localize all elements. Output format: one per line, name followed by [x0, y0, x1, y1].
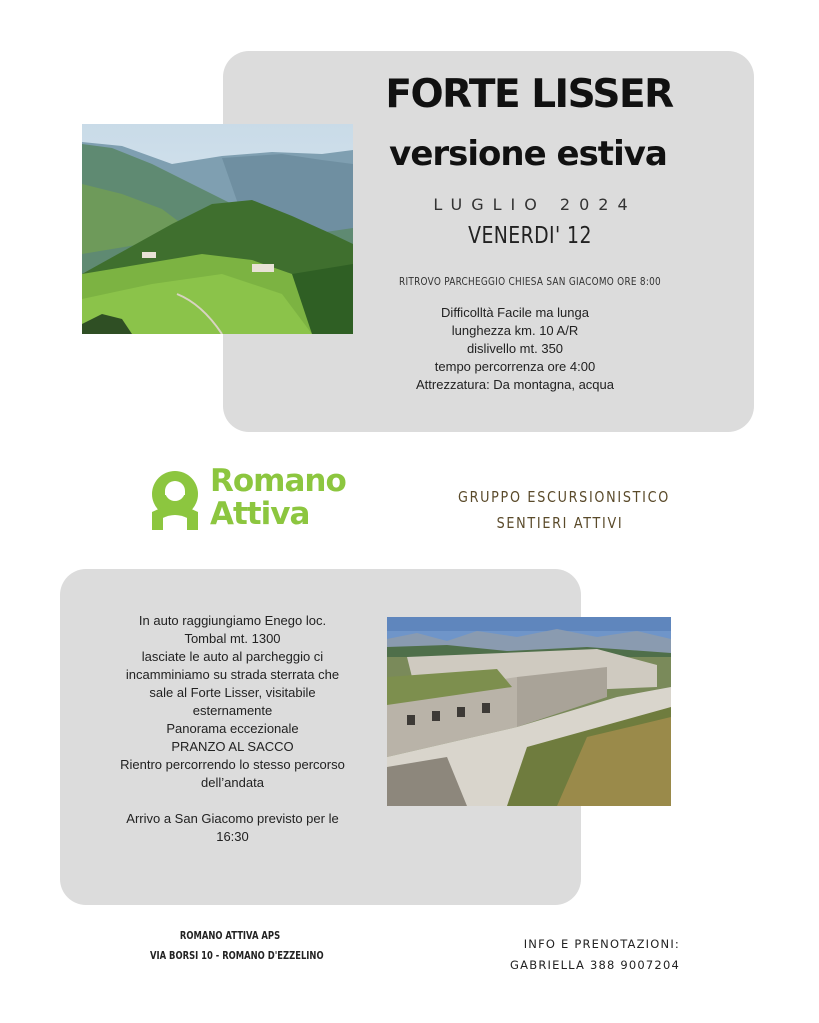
detail-duration: tempo percorrenza ore 4:00 [434, 359, 596, 374]
contact-phone[interactable]: GABRIELLA 388 9007204 [510, 958, 680, 972]
description-spacer [105, 792, 360, 810]
organization-address: VIA BORSI 10 - ROMANO D'EZZELINO [150, 950, 324, 962]
arrival-line: Arrivo a San Giacomo previsto per le [126, 811, 339, 826]
trip-details [390, 304, 640, 394]
description-line: Rientro percorrendo lo stesso percorso [120, 757, 345, 772]
detail-equipment: Attrezzatura: Da montagna, acqua [415, 377, 614, 392]
logo-line-1: Romano [210, 463, 346, 499]
group-line-2: SENTIERI ATTIVI [496, 514, 624, 532]
mountain-landscape-photo [82, 124, 353, 334]
description-line: incamminiamo su strada sterrata che [125, 667, 340, 682]
group-name [458, 484, 670, 536]
event-day: VENERDI' 12 [468, 223, 592, 249]
event-month: LUGLIO 2024 [433, 195, 637, 214]
description-line: sale al Forte Lisser, visitabile [149, 685, 316, 700]
event-subtitle: versione estiva [389, 134, 667, 174]
group-line-1: GRUPPO ESCURSIONISTICO [458, 488, 670, 506]
description-line: Panorama eccezionale [166, 721, 299, 736]
organization-name: ROMANO ATTIVA APS [179, 930, 281, 942]
event-title: FORTE LISSER [385, 72, 673, 117]
logo-wordmark [210, 465, 346, 531]
description-line: lasciate le auto al parcheggio ci [141, 649, 324, 664]
romano-attiva-logo-icon [147, 470, 203, 530]
description-line: In auto raggiungiamo Enego loc. [138, 613, 327, 628]
detail-elevation: dislivello mt. 350 [466, 341, 564, 356]
logo-line-2: Attiva [210, 496, 310, 532]
itinerary-description [105, 612, 360, 846]
detail-length: lunghezza km. 10 A/R [451, 323, 579, 338]
forte-lisser-photo [387, 617, 671, 806]
contact-info [510, 934, 680, 976]
description-line: PRANZO AL SACCO [171, 739, 294, 754]
description-line: dell’andata [201, 775, 264, 790]
description-line: esternamente [192, 703, 273, 718]
meeting-point: RITROVO PARCHEGGIO CHIESA SAN GIACOMO ORE 8:00 [399, 275, 661, 288]
arrival-line: 16:30 [216, 829, 249, 844]
organization-info [150, 926, 324, 966]
info-label: INFO E PRENOTAZIONI: [523, 937, 680, 951]
detail-difficulty: Difficolltà Facile ma lunga [441, 305, 589, 320]
description-line: Tombal mt. 1300 [184, 631, 281, 646]
